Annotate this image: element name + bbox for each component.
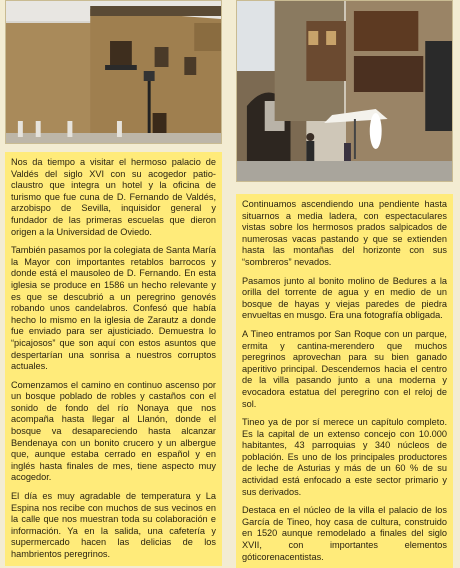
left-paragraph-4: El día es muy agradable de temperatura y La Espina nos recibe con muchos de sus vecinos en la calle que nos muestran toda su colaboración e información. Ya en la salida, una cafetería y supermercado hacen las delicias de los hambrientos peregrinos. xyxy=(11,491,216,559)
right-paragraph-2: Pasamos junto al bonito molino de Bedures a la orilla del torrente de agua y en medio de un bosque de hayas y viejas paredes de piedra envueltas en musgo. Era una fotografía obligada. xyxy=(242,275,447,321)
left-column xyxy=(5,0,222,566)
right-paragraph-4: Tineo ya de por sí merece un capítulo completo. Es la capital de un extenso concejo con 10.000 habitantes, 43 parroquias y 340 núcleos de población. Es uno de los principales productores de leche de Asturias y más de un 60 % de su actividad está enfocado a este sector primario y sus derivados. xyxy=(242,417,447,497)
left-paragraph-1: Nos da tiempo a visitar el hermoso palacio de Valdés del siglo XVI con su acogedor patio-claustro que integra un hotel y la oficina de turismo que fue cuna de D. Fernando de Valdés, arzobispo de Sevilla, inquisidor general y fundador de las primeras escuelas que dieron origen a la Universidad de Oviedo. xyxy=(11,157,216,237)
left-paragraph-2: También pasamos por la colegiata de Santa María la Mayor con importantes retablos barrocos y donde está el mausoleo de D. Fernando. En esta iglesia se produce en 1586 un hecho relevante y es que se descubrió a un peregrino genovés robando unos candelabros. Confesó que había hecho lo mismo en la iglesia de Zarautz a donde fue enviado para ser ajusticiado. Demuestra lo “picajosos” que son aquí con estos asuntos que despertarían una sonrisa a nuestros corruptos actuales. xyxy=(11,245,216,372)
right-paragraph-5: Destaca en el núcleo de la villa el palacio de los García de Tineo, hoy casa de cultura, construido en 1520 aunque remodelado a finales del siglo XVII, con importantes elementos góticorenacentistas. xyxy=(242,505,447,562)
street-photo xyxy=(236,0,453,182)
town-street-arcade-icon xyxy=(237,1,452,181)
right-column xyxy=(236,0,453,568)
left-text-box xyxy=(5,152,222,566)
palace-photo xyxy=(5,0,222,144)
right-text-box xyxy=(236,194,453,568)
stone-palace-facade-icon xyxy=(6,1,221,143)
right-paragraph-1: Continuamos ascendiendo una pendiente hasta situarnos a media ladera, con espectaculares vistas sobre los hermosos prados salpicados de numerosas vacas pastando y que se extienden hasta las montañas del horizonte con sus “sombreros” nevados. xyxy=(242,199,447,267)
left-paragraph-3: Comenzamos el camino en continuo ascenso por un bosque poblado de robles y castaños con el sonido de fondo del río Nonaya que nos acompaña hasta llegar al Llanón, donde el bosque va desapareciendo hasta alcanzar Bendenaya con un bonito crucero y un albergue que, aunque estaba cerrado en español y en inglés hasta finales de mes, tiene aspecto muy acogedor. xyxy=(11,379,216,483)
right-paragraph-3: A Tineo entramos por San Roque con un parque, ermita y cantina-merendero que muchos peregrinos aprovechan para su bien ganado aperitivo principal. Descendemos hacia el centro de la villa pasando junto a una moderna y evocadora estatua del peregrino con el reloj de sol. xyxy=(242,328,447,409)
